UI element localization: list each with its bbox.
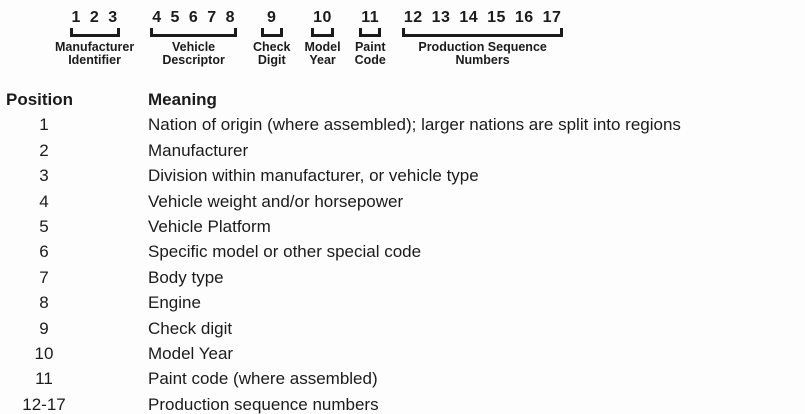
table-row [4,341,805,366]
vin-group-label-line2: Digit [257,53,286,67]
table-row [4,138,805,163]
vin-group-label-line2: Numbers [455,53,510,67]
table-row [4,392,805,414]
vin-position-diagram [55,8,805,67]
vin-position-numbers: 9 [267,9,277,26]
position-cell: 9 [39,318,49,338]
position-cell: 4 [39,191,49,211]
position-column-header: Position [6,90,74,109]
vin-group-label [418,41,547,67]
vin-group-label [55,41,134,67]
meaning-cell: Paint code (where assembled) [148,369,378,389]
vin-group-label [253,41,291,67]
table-row [4,112,805,137]
table-body [4,112,805,414]
position-cell: 3 [39,166,49,186]
position-cell: 5 [39,217,49,237]
group-bracket [261,28,283,37]
table-row [4,163,805,188]
vin-position-numbers: 4 5 6 7 8 [152,9,235,26]
meaning-cell: Division within manufacturer, or vehicle type [148,166,479,186]
position-cell: 7 [39,267,49,287]
vin-group-numbers-wrap [400,8,566,37]
position-cell: 8 [39,293,49,313]
table-row [4,316,805,341]
vin-group-label [305,41,341,67]
vin-group-label-line2: Descriptor [162,53,225,67]
table-header-row [4,87,805,112]
table-row [4,239,805,264]
position-cell: 10 [34,344,54,364]
table-row [4,290,805,315]
meaning-cell: Engine [148,293,201,313]
vin-position-numbers: 10 [313,9,332,26]
meaning-cell: Model Year [148,344,234,364]
position-cell: 12-17 [22,394,66,414]
vin-group-label [355,41,386,67]
group-bracket [311,28,334,37]
meaning-cell: Specific model or other special code [148,242,422,262]
vin-position-numbers: 12 13 14 15 16 17 [403,9,562,26]
vin-group-label-line1: Production Sequence [418,40,547,54]
vin-group [55,8,134,67]
vin-group-numbers-wrap [68,8,122,37]
vin-group-label-line2: Year [309,53,336,67]
position-cell: 2 [39,140,49,160]
vin-group-label-line1: Paint [354,40,386,54]
position-cell: 6 [39,242,49,262]
table-row [4,366,805,391]
vin-group-label [162,41,225,67]
vin-group-label-line1: Manufacturer [55,40,135,54]
vin-group-numbers-wrap [259,8,285,37]
group-bracket [359,28,381,37]
vin-group [148,8,239,67]
group-bracket [70,28,120,37]
vin-group [400,8,566,67]
vin-position-numbers: 1 2 3 [71,9,118,26]
vin-group [253,8,291,67]
vin-group-numbers-wrap [148,8,239,37]
meaning-cell: Check digit [148,318,233,338]
meaning-cell: Vehicle weight and/or horsepower [148,191,404,211]
vin-group-label-line1: Model [304,40,341,54]
group-bracket [150,28,237,37]
vin-group [305,8,341,67]
vin-position-numbers: 11 [361,9,380,26]
group-bracket [402,28,564,37]
meaning-cell: Manufacturer [148,140,249,160]
meaning-cell: Body type [148,267,224,287]
position-meaning-table [4,87,805,414]
vin-group-label-line2: Code [354,53,386,67]
meaning-cell: Vehicle Platform [148,217,271,237]
vin-group-numbers-wrap [357,8,383,37]
meaning-cell: Production sequence numbers [148,394,379,414]
vin-group-label-line2: Identifier [68,53,121,67]
position-cell: 11 [35,369,53,389]
table-row [4,189,805,214]
table-row [4,265,805,290]
vin-group [355,8,386,67]
position-cell: 1 [39,115,49,135]
meaning-column-header: Meaning [148,90,217,109]
meaning-cell: Nation of origin (where assembled); larger nations are split into regions [148,115,681,135]
vin-group-numbers-wrap [309,8,336,37]
vin-group-label-line1: Vehicle [172,40,216,54]
table-row [4,214,805,239]
vin-group-label-line1: Check [252,40,291,54]
